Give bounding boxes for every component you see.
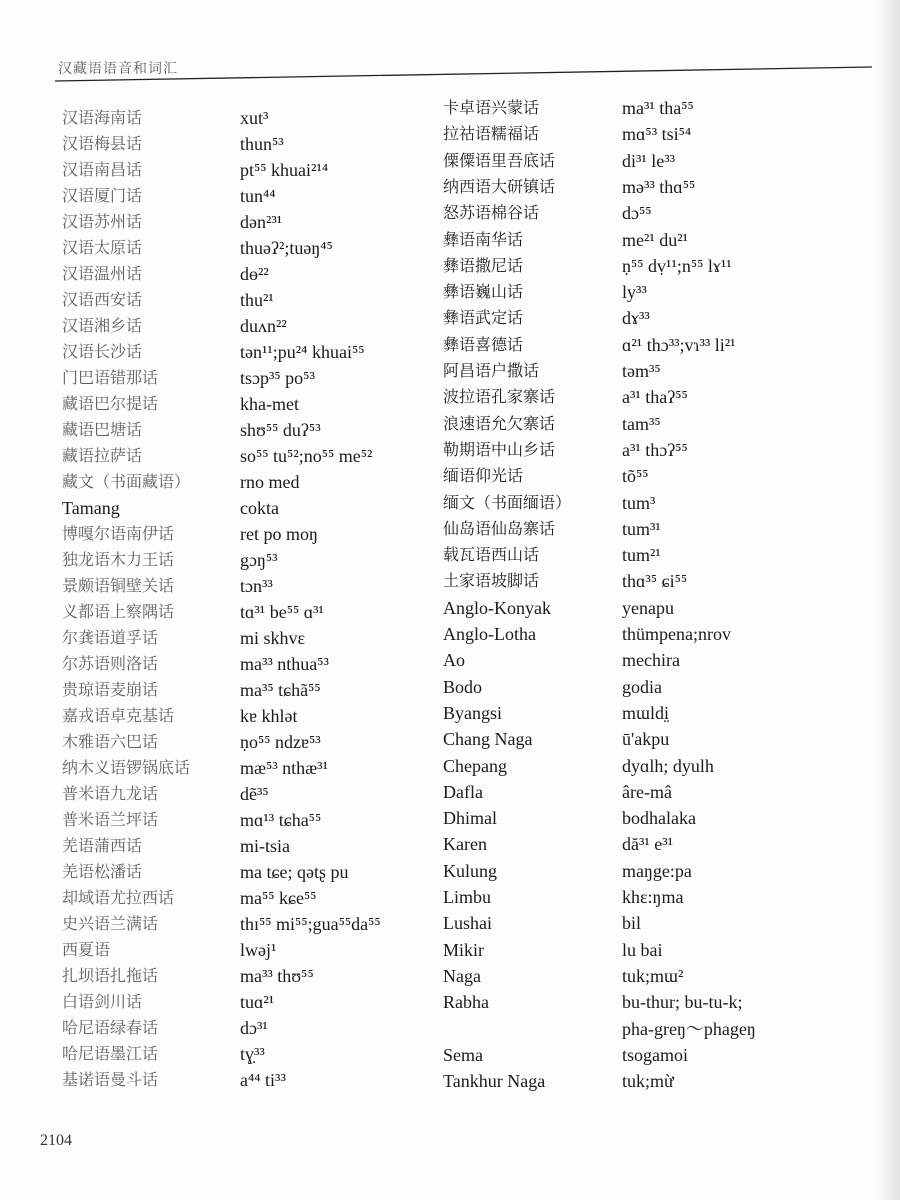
dialect-name: Dafla [443, 781, 483, 802]
entry-row [62, 755, 462, 781]
word-form: tsogamoi [622, 1044, 688, 1065]
entry-row [62, 235, 462, 261]
entry-row [62, 885, 462, 911]
word-form: mechira [622, 650, 680, 671]
word-form: rno med [240, 472, 300, 492]
entry-row [62, 989, 462, 1015]
word-form: ret po moŋ [240, 524, 318, 544]
word-form: ma³³ thʊ⁵⁵ [240, 966, 314, 986]
dialect-name: Rabha [443, 992, 489, 1013]
word-form: pha-greŋ～phageŋ [622, 1018, 756, 1039]
page-number: 2104 [40, 1132, 72, 1149]
word-form: a⁴⁴ ti³³ [240, 1070, 286, 1090]
dialect-name: Bodo [443, 676, 483, 697]
entry-row [62, 261, 462, 287]
dialect-name: Anglo-Konyak [443, 597, 551, 618]
word-form: mɑ⁵³ tsi⁵⁴ [622, 124, 692, 145]
entry-row [443, 358, 843, 384]
entry-row [62, 183, 462, 209]
dialect-name: 彝语南华话 [443, 229, 524, 249]
entry-row [62, 131, 462, 157]
word-form: tsɔp³⁵ po⁵³ [240, 368, 315, 388]
word-form: mæ⁵³ nthæ³¹ [240, 758, 328, 778]
dialect-name: 汉语西安话 [62, 290, 143, 309]
dialect-name: 缅文（书面缅语） [443, 492, 572, 512]
word-form: ɑ²¹ thɔ³³;vɿ³³ li²¹ [622, 334, 736, 355]
word-form: kha-met [240, 394, 299, 414]
dialect-name: 彝语撒尼话 [443, 255, 524, 275]
dialect-name: Mikir [443, 939, 485, 960]
entry-row [443, 121, 843, 147]
entry-row [443, 148, 843, 174]
word-form: ma⁵⁵ kɕe⁵⁵ [240, 888, 317, 908]
dialect-name: 纳西语大研镇话 [443, 176, 556, 196]
word-form: khɛ:ŋma [622, 887, 684, 907]
dialect-name: 西夏语 [62, 940, 111, 959]
dialect-name: 汉语南昌话 [62, 160, 143, 179]
entry-row [62, 1067, 462, 1093]
entry-row [62, 781, 462, 807]
entry-row [62, 365, 462, 391]
entry-row [443, 490, 843, 516]
entry-row [62, 937, 462, 963]
dialect-name: 普米语兰坪话 [62, 810, 159, 829]
word-form: thu²¹ [240, 290, 274, 310]
dialect-name: 尔龚语道孚话 [62, 628, 159, 647]
entry-row [443, 200, 843, 226]
entry-row [443, 384, 843, 410]
entry-row [62, 521, 462, 547]
dialect-name: 土家语坡脚话 [443, 571, 540, 591]
entry-row [62, 963, 462, 989]
dialect-name: 汉语温州话 [62, 264, 143, 283]
entry-row [443, 621, 843, 647]
entry-row [62, 911, 462, 937]
word-form: tuk;mừ [622, 1071, 674, 1092]
word-form: lwəj¹ [240, 940, 277, 960]
word-form: dɤ³³ [622, 308, 650, 329]
dialect-name: 汉语长沙话 [62, 342, 143, 361]
dialect-name: Karen [443, 834, 487, 855]
dialect-name: Dhimal [443, 808, 497, 829]
entry-row [443, 674, 843, 700]
word-form: ly³³ [622, 282, 647, 303]
word-form: shʊ⁵⁵ duʔ⁵³ [240, 420, 321, 440]
scan-edge-shadow [874, 0, 900, 1200]
dialect-name: 基诺语曼斗话 [62, 1070, 159, 1089]
word-form: âre-mâ [622, 781, 672, 802]
word-form: tõ⁵⁵ [622, 466, 649, 487]
entry-row [62, 469, 462, 495]
dialect-name: 尔苏语则洛话 [62, 654, 159, 673]
word-form: so⁵⁵ tu⁵²;no⁵⁵ me⁵² [240, 446, 373, 466]
word-form: mɯldi̤ [622, 702, 670, 723]
entry-row [62, 833, 462, 859]
word-form: tam³⁵ [622, 413, 661, 434]
entry-row [62, 677, 462, 703]
word-form: dən²³¹ [240, 212, 283, 232]
entry-row [443, 437, 843, 463]
entry-row [443, 95, 843, 121]
entry-row [62, 157, 462, 183]
entry-row [62, 1041, 462, 1067]
dialect-name: 拉祜语糯福话 [443, 124, 540, 144]
entry-row [62, 105, 462, 131]
dialect-name: 藏语巴塘话 [62, 420, 143, 439]
entry-row [62, 573, 462, 599]
word-form: thuəʔ²;tuəŋ⁴⁵ [240, 238, 333, 258]
word-form: yenapu [622, 597, 674, 618]
dialect-name: Limbu [443, 887, 491, 907]
dialect-name: 羌语蒲西话 [62, 836, 143, 855]
dialect-name: Sema [443, 1044, 483, 1065]
entry-row [443, 595, 843, 621]
dialect-name: 木雅语六巴话 [62, 732, 159, 751]
word-form: thümpena;nrov [622, 624, 731, 644]
dialect-name: 汉语厦门话 [62, 186, 143, 205]
entry-row [62, 807, 462, 833]
dialect-name: 哈尼语绿春话 [62, 1018, 159, 1037]
dialect-name: 汉语苏州话 [62, 212, 143, 231]
entry-row [62, 209, 462, 235]
word-form: lu bai [622, 939, 663, 960]
entry-row [443, 753, 843, 779]
entry-row [443, 227, 843, 253]
entry-row [62, 651, 462, 677]
entry-row [62, 625, 462, 651]
word-form: tuk;mɯ² [622, 965, 684, 986]
word-form: kɐ khlət [240, 706, 298, 726]
entry-row [443, 1068, 843, 1094]
entry-row [443, 253, 843, 279]
entry-row [62, 391, 462, 417]
word-form: tɑ³¹ be⁵⁵ ɑ³¹ [240, 602, 324, 622]
entry-row [62, 443, 462, 469]
word-form: ma³³ nthua⁵³ [240, 654, 329, 674]
entry-row [443, 332, 843, 358]
word-form: təm³⁵ [622, 361, 661, 381]
word-form: bodhalaka [622, 808, 696, 829]
dialect-name: Anglo-Lotha [443, 624, 536, 644]
dialect-name: 扎坝语扎拖话 [62, 966, 159, 985]
entry-row [443, 279, 843, 305]
entry-row [443, 910, 843, 936]
entry-row [62, 287, 462, 313]
entry-row [62, 1015, 462, 1041]
dialect-name: 浪速语允欠寨话 [443, 413, 556, 433]
word-form: tɣ̣³³ [240, 1044, 265, 1064]
entry-row [443, 989, 843, 1015]
word-form: godia [622, 676, 662, 697]
word-form: tun⁴⁴ [240, 186, 276, 206]
dialect-name: 贵琼语麦崩话 [62, 680, 159, 699]
word-form: bu-thur; bu-tu-k; [622, 992, 743, 1013]
word-form: tum³ [622, 492, 656, 513]
word-form: ṇo⁵⁵ ndzɐ⁵³ [240, 732, 321, 752]
entry-row [62, 703, 462, 729]
dialect-name: 景颇语铜壁关话 [62, 576, 175, 595]
word-form: tuɑ²¹ [240, 992, 275, 1012]
word-form: dɔ³¹ [240, 1018, 268, 1038]
dialect-name: 羌语松潘话 [62, 862, 143, 881]
word-form: cokta [240, 498, 279, 518]
word-form: xut³ [240, 108, 269, 128]
entry-row [443, 1042, 843, 1068]
word-form: dyɑlh; dyulh [622, 755, 714, 776]
dialect-name: Tamang [62, 498, 120, 518]
entry-row [443, 726, 843, 752]
word-form: dɔ⁵⁵ [622, 203, 652, 224]
word-form: ma³⁵ tɕhã⁵⁵ [240, 680, 321, 700]
dialect-name: 阿昌语户撒话 [443, 361, 540, 380]
dialect-name: Naga [443, 965, 481, 986]
dialect-name: Byangsi [443, 702, 503, 723]
entry-row [443, 831, 843, 857]
entry-row [62, 495, 462, 521]
entry-row [443, 305, 843, 331]
word-form: ma tɕe; qətʂ pu [240, 862, 349, 882]
dialect-name: 汉语湘乡话 [62, 316, 143, 335]
word-form: pt⁵⁵ khuai²¹⁴ [240, 160, 329, 180]
right-column [443, 0, 863, 1200]
dialect-name: 哈尼语墨江话 [62, 1044, 159, 1063]
entry-row [443, 463, 843, 489]
word-form: tɔn³³ [240, 576, 273, 596]
entry-row [443, 1016, 843, 1042]
word-form: tum³¹ [622, 518, 661, 539]
entry-row [443, 542, 843, 568]
entry-row [62, 417, 462, 443]
entry-row [62, 729, 462, 755]
dialect-name: 仙岛语仙岛寨话 [443, 518, 556, 538]
word-form: tən¹¹;pu²⁴ khuai⁵⁵ [240, 342, 365, 362]
entry-row [443, 937, 843, 963]
dialect-name: 勒期语中山乡话 [443, 439, 556, 459]
dialect-name: Kulung [443, 860, 497, 881]
word-form: a³¹ thaʔ⁵⁵ [622, 387, 688, 408]
dialect-name: 白语剑川话 [62, 992, 143, 1011]
word-form: mə³³ thɑ⁵⁵ [622, 176, 696, 197]
dialect-name: Chang Naga [443, 729, 533, 750]
entry-row [62, 339, 462, 365]
dialect-name: 彝语喜德话 [443, 334, 524, 354]
dialect-name: 独龙语木力王话 [62, 550, 175, 569]
word-form: thun⁵³ [240, 134, 284, 154]
dialect-name: Chepang [443, 755, 507, 776]
dialect-name: 汉语梅县话 [62, 134, 143, 153]
entry-row [443, 779, 843, 805]
dialect-name: 门巴语错那话 [62, 368, 159, 387]
entry-row [62, 547, 462, 573]
dialect-name: 卡卓语兴蒙话 [443, 98, 540, 117]
entry-row [443, 411, 843, 437]
word-form: mi skhvɛ [240, 628, 306, 648]
running-header: 汉藏语语音和词汇 [58, 61, 178, 77]
entry-row [443, 858, 843, 884]
dialect-name: Tankhur Naga [443, 1071, 546, 1092]
dialect-name: 却域语尤拉西话 [62, 888, 175, 907]
dialect-name: 普米语九龙话 [62, 784, 159, 803]
word-form: mi-tsia [240, 836, 290, 856]
entry-row [443, 805, 843, 831]
entry-row [443, 963, 843, 989]
word-form: ū'akpu [622, 729, 670, 750]
dialect-name: Lushai [443, 913, 492, 934]
word-form: tum²¹ [622, 545, 661, 566]
word-form: ṇ⁵⁵ dṿ¹¹;n⁵⁵ lɤ¹¹ [622, 255, 732, 276]
dialect-name: 藏文（书面藏语） [62, 472, 191, 491]
dialect-name: 汉语海南话 [62, 108, 143, 127]
word-form: di³¹ le³³ [622, 150, 676, 171]
dialect-name: 怒苏语棉谷话 [443, 203, 540, 223]
word-form: me²¹ du²¹ [622, 229, 689, 250]
word-form: maŋge:pa [622, 860, 692, 881]
dialect-name: 彝语巍山话 [443, 282, 524, 302]
entry-row [443, 516, 843, 542]
dialect-name: 傈僳语里吾底话 [443, 150, 556, 170]
entry-row [62, 859, 462, 885]
dialect-name: 纳木义语锣锅底话 [62, 758, 191, 777]
dialect-name: 波拉语孔家寨话 [443, 387, 556, 407]
word-form: mɑ¹³ tɕha⁵⁵ [240, 810, 322, 830]
dialect-name: 嘉戎语卓克基话 [62, 706, 175, 725]
word-form: thɑ³⁵ ɕi⁵⁵ [622, 571, 688, 592]
dialect-name: 义都语上察隅话 [62, 602, 175, 621]
entry-row [62, 313, 462, 339]
entry-row [443, 700, 843, 726]
dialect-name: Ao [443, 650, 465, 671]
word-form: gɔŋ⁵³ [240, 550, 278, 570]
entry-row [443, 568, 843, 594]
dialect-name: 博嘎尔语南伊话 [62, 524, 175, 543]
dialect-name: 汉语太原话 [62, 238, 143, 257]
word-form: ma³¹ tha⁵⁵ [622, 98, 694, 118]
word-form: dɵ²² [240, 264, 269, 284]
dialect-name: 史兴语兰满话 [62, 914, 159, 933]
word-form: a³¹ thɔʔ⁵⁵ [622, 439, 688, 460]
entry-row [443, 174, 843, 200]
entry-row [62, 599, 462, 625]
word-form: dẽ³⁵ [240, 784, 269, 804]
word-form: bil [622, 913, 642, 934]
dialect-name: 缅语仰光话 [443, 466, 524, 486]
word-form: thɪ⁵⁵ mi⁵⁵;gua⁵⁵da⁵⁵ [240, 914, 381, 934]
word-form: dă³¹ e³¹ [622, 834, 674, 855]
word-form: duʌn²² [240, 316, 287, 336]
dialect-name: 载瓦语西山话 [443, 545, 540, 565]
dialect-name: 彝语武定话 [443, 308, 524, 328]
dialect-name: 藏语巴尔提话 [62, 394, 159, 413]
entry-row [443, 884, 843, 910]
dialect-name: 藏语拉萨话 [62, 446, 143, 465]
entry-row [443, 647, 843, 673]
